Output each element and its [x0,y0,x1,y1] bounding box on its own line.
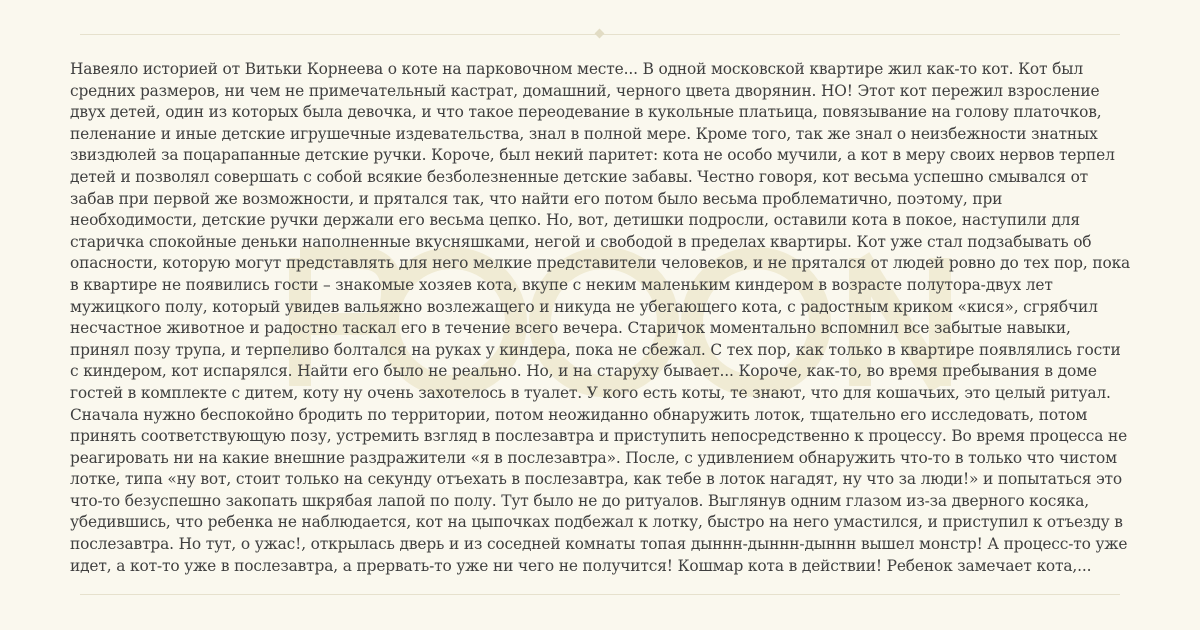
diamond-ornament-icon [595,29,605,39]
bottom-divider [80,594,1120,595]
story-text: Навеяло историей от Витьки Корнеева о коте на парковочном месте... В одной московской квартире жил как-то кот. Кот был средних размеров, ни чем не примечательный кастрат, домашний, черного цвета дворянин. НО! Этот кот пережил взросление двух детей, один из которых была девочка, и что такое переодевание в кукольные платьица, повязывание на голову платочков, пеленание и иные детские игрушечные издевательства, знал в полной мере. Кроме того, так же знал о неизбежности знатных звиздюлей за поцарапанные детские ручки. Короче, был некий паритет: кота не особо мучили, а кот в меру своих нервов терпел детей и позволял совершать с собой всякие безболезненные детские забавы. Честно говоря, кот весьма успешно смывался от забав при первой же возможности, и прятался так, что найти его потом было весьма проблематично, поэтому, при необходимости, детские ручки держали его весьма цепко. Но, вот, детишки подросли, оставили кота в покое, наступили для старичка спокойные деньки наполненные вкусняшками, негой и свободой в пределах квартиры. Кот уже стал подзабывать об опасности, которую могут представлять для него мелкие представители человеков, и не прятался от людей ровно до тех пор, пока в квартире не появились гости – знакомые хозяев кота, вкупе с неким маленьким киндером в возрасте полутора-двух лет мужицкого полу, который увидев вальяжно возлежащего и никуда не убегающего кота, с радостным криком «кися», сгрябчил несчастное животное и радостно таскал его в течение всего вечера. Старичок моментально вспомнил все забытые навыки, принял позу трупа, и терпеливо болтался на руках у киндера, пока не сбежал. С тех пор, как только в квартире появлялись гости с киндером, кот испарялся. Найти его было не реально. Но, и на старуху бывает... Короче, как-то, во время пребывания в доме гостей в комплекте с дитем, коту ну очень захотелось в туалет. У кого есть коты, те знают, что для кошачьих, это целый ритуал. Сначала нужно беспокойно бродить по территории, потом неожиданно обнаружить лоток, тщательно его исследовать, потом принять соответствующую позу, устремить взгляд в послезавтра и приступить непосредственно к процессу. Во время процесса не реагировать ни на какие внешние раздражители «я в послезавтра». После, с удивлением обнаружить что-то в только что чистом лотке, типа «ну вот, стоит только на секунду отъехать в послезавтра, как тебе в лоток нагадят, ну что за люди!» и попытаться это что-то безуспешно закопать шкрябая лапой по полу. Тут было не до ритуалов. Выглянув одним глазом из-за дверного косяка, убедившись, что ребенка не наблюдается, кот на цыпочках подбежал к лотку, быстро на него умастился, и приступил к отъезду в послезавтра. Но тут, о ужас!, открылась дверь и из соседней комнаты топая дыннн-дыннн-дыннн вышел монстр! А процесс-то уже идет, а кот-то уже в послезавтра, а прервать-то уже ни чего не получится! Кошмар кота в действии! Ребенок замечает кота,... [70,60,1131,575]
